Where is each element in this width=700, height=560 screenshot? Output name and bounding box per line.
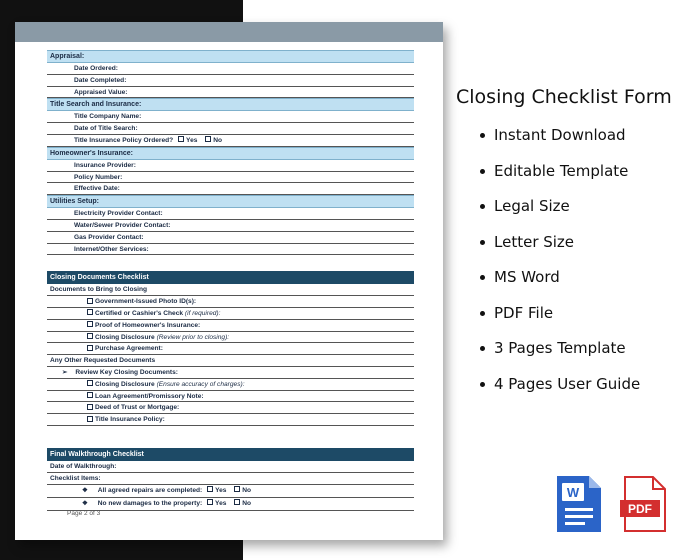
checkbox-icon (87, 345, 93, 351)
form-row: Date of Walkthrough: (47, 461, 414, 473)
checklist-item: Loan Agreement/Promissory Note: (47, 391, 414, 403)
checkbox-icon (87, 321, 93, 327)
walkthrough-item: ❖ All agreed repairs are completed: Yes No (47, 485, 414, 498)
feature-item: PDF File (480, 304, 640, 340)
ms-word-file-icon (557, 476, 601, 532)
yes-label: Yes (186, 136, 198, 144)
form-row: Water/Sewer Provider Contact: (47, 220, 414, 232)
checklist-item: Deed of Trust or Mortgage: (47, 402, 414, 414)
word-letter: W (566, 485, 580, 500)
no-label: No (213, 136, 223, 144)
form-row: Date Completed: (47, 75, 414, 87)
checklist-item: Closing Disclosure (Ensure accuracy of charges): (47, 379, 414, 391)
checklist-item: Title Insurance Policy: (47, 414, 414, 426)
subsection-documents-to-bring: Documents to Bring to Closing (47, 284, 414, 296)
feature-item: Instant Download (480, 126, 640, 162)
checklist-item: Certified or Cashier's Check (if required): (47, 308, 414, 320)
checkbox-icon (87, 298, 93, 304)
section-header-homeowners-insurance: Homeowner's Insurance: (47, 147, 414, 160)
page-number: Page 2 of 3 (67, 510, 101, 517)
pdf-file-icon (619, 476, 667, 532)
arrow-bullet-icon: ➢ (62, 368, 68, 376)
checkbox-icon (205, 136, 211, 142)
pdf-label: PDF (628, 502, 652, 516)
form-row: Appraised Value: (47, 87, 414, 99)
feature-item: 3 Pages Template (480, 339, 640, 375)
bullet-icon (480, 346, 485, 351)
checkbox-icon (87, 392, 93, 398)
checkbox-icon (87, 380, 93, 386)
checkbox-icon (178, 136, 184, 142)
bullet-icon (480, 311, 485, 316)
feature-list (480, 126, 640, 410)
checkbox-icon (207, 486, 213, 492)
section-header-final-walkthrough: Final Walkthrough Checklist (47, 448, 414, 461)
feature-item: 4 Pages User Guide (480, 375, 640, 411)
checkbox-icon (234, 486, 240, 492)
diamond-bullet-icon: ❖ (82, 486, 88, 494)
form-row: Gas Provider Contact: (47, 232, 414, 244)
bullet-icon (480, 275, 485, 280)
bullet-icon (480, 204, 485, 209)
form-row: Internet/Other Services: (47, 244, 414, 256)
form-row: Title Company Name: (47, 111, 414, 123)
section-header-utilities: Utilities Setup: (47, 195, 414, 208)
bullet-icon (480, 240, 485, 245)
checkbox-icon (87, 404, 93, 410)
checkbox-icon (87, 416, 93, 422)
checklist-item: Proof of Homeowner's Insurance: (47, 320, 414, 332)
section-header-appraisal: Appraisal: (47, 50, 414, 63)
bullet-icon (480, 133, 485, 138)
product-title: Closing Checklist Form (456, 86, 672, 108)
form-row: Electricity Provider Contact: (47, 208, 414, 220)
checklist-item: Government-Issued Photo ID(s): (47, 296, 414, 308)
form-row: Date of Title Search: (47, 123, 414, 135)
section-header-title-search: Title Search and Insurance: (47, 98, 414, 111)
form-row-title-policy (47, 135, 414, 147)
document-page-preview (15, 22, 443, 540)
checkbox-icon (207, 499, 213, 505)
form-row: Insurance Provider: (47, 160, 414, 172)
form-row: Policy Number: (47, 172, 414, 184)
checkbox-icon (87, 333, 93, 339)
feature-item: Editable Template (480, 162, 640, 198)
bullet-icon (480, 382, 485, 387)
checklist-form (47, 50, 414, 511)
walkthrough-item: ❖ No new damages to the property: Yes No (47, 498, 414, 511)
feature-item: MS Word (480, 268, 640, 304)
checkbox-icon (234, 499, 240, 505)
checkbox-icon (87, 309, 93, 315)
checklist-item: Purchase Agreement: (47, 343, 414, 355)
page-header-bar (15, 22, 443, 42)
review-row: ➢ Review Key Closing Documents: (47, 367, 414, 379)
subsection-other-documents: Any Other Requested Documents (47, 355, 414, 367)
section-header-closing-documents: Closing Documents Checklist (47, 271, 414, 284)
form-row: Date Ordered: (47, 63, 414, 75)
checklist-item: Closing Disclosure (Review prior to closing): (47, 332, 414, 344)
form-row-label: Title Insurance Policy Ordered? (74, 136, 174, 144)
feature-item: Legal Size (480, 197, 640, 233)
diamond-bullet-icon: ❖ (82, 499, 88, 507)
form-row: Checklist Items: (47, 473, 414, 485)
form-row: Effective Date: (47, 183, 414, 195)
feature-item: Letter Size (480, 233, 640, 269)
bullet-icon (480, 169, 485, 174)
